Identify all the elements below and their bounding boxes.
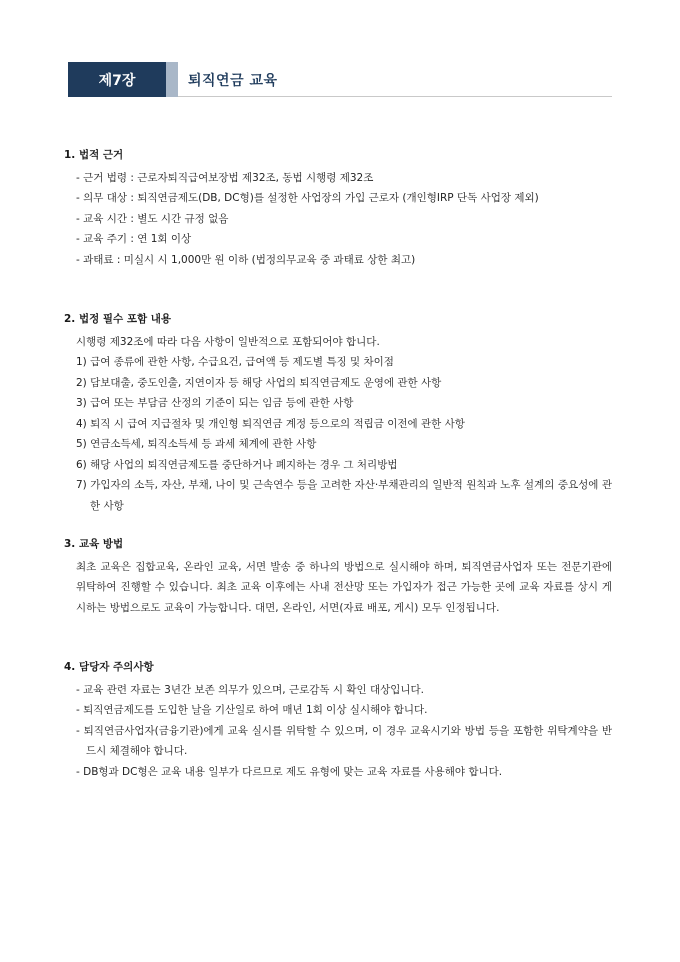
list-item: 4) 퇴직 시 급여 지급절차 및 개인형 퇴직연금 계정 등으로의 적립금 이전에 관한 사항 (76, 417, 465, 430)
chapter-accent-strip (166, 62, 178, 97)
section-title: 3. 교육 방법 (64, 538, 124, 550)
section-title: 2. 법정 필수 포함 내용 (64, 313, 172, 325)
section-title: 1. 법적 근거 (64, 149, 124, 161)
section-legal-basis (64, 145, 612, 270)
section-paragraph: 최초 교육은 집합교육, 온라인 교육, 서면 발송 중 하나의 방법으로 실시해야 하며, 퇴직연금사업자 또는 전문기관에 위탁하여 진행할 수 있습니다. 최초 교육 이후에는 사내 전산망 또는 가입자가 접근 가능한 곳에 교육 자료를 상시 게시하는 방법으로도 교육이 가능합니다. 대면, 온라인, 서면(자료 배포, 게시) 모두 인정됩니다. (76, 560, 612, 614)
section-education-method (64, 534, 612, 618)
chapter-number-badge: 제7장 (68, 62, 166, 97)
list-item: - 의무 대상 : 퇴직연금제도(DB, DC형)를 설정한 사업장의 가입 근로자 (개인형IRP 단독 사업장 제외) (76, 192, 539, 204)
list-item: - 근거 법령 : 근로자퇴직급여보장법 제32조, 동법 시행령 제32조 (76, 171, 374, 184)
list-item: 2) 담보대출, 중도인출, 지연이자 등 해당 사업의 퇴직연금제도 운영에 관한 사항 (76, 376, 442, 389)
list-item: - 과태료 : 미실시 시 1,000만 원 이하 (법정의무교육 중 과태료 상한 최고) (76, 253, 416, 266)
list-item: - 교육 관련 자료는 3년간 보존 의무가 있으며, 근로감독 시 확인 대상입니다. (76, 683, 425, 696)
list-item: - 교육 주기 : 연 1회 이상 (76, 233, 192, 245)
chapter-title: 퇴직연금 교육 (188, 72, 278, 89)
list-item: 5) 연금소득세, 퇴직소득세 등 과세 체계에 관한 사항 (76, 438, 317, 450)
chapter-header (68, 62, 612, 97)
list-item: 6) 해당 사업의 퇴직연금제도를 중단하거나 폐지하는 경우 그 처리방법 (76, 458, 398, 471)
list-item: 7) 가입자의 소득, 자산, 부채, 나이 및 근속연수 등을 고려한 자산‧부채관리의 일반적 원칙과 노후 설계의 중요성에 관한 사항 (76, 479, 612, 512)
list-item: - 퇴직연금제도를 도입한 날을 기산일로 하여 매년 1회 이상 실시해야 합니다. (76, 704, 428, 716)
header-divider (178, 96, 612, 97)
list-item: 3) 급여 또는 부담금 산정의 기준이 되는 임금 등에 관한 사항 (76, 397, 354, 409)
section-title: 4. 담당자 주의사항 (64, 661, 154, 673)
list-item: - 교육 시간 : 별도 시간 규정 없음 (76, 212, 229, 225)
section-required-content (64, 309, 612, 516)
list-item: 1) 급여 종류에 관한 사항, 수급요건, 급여액 등 제도별 특징 및 차이점 (76, 356, 394, 368)
list-item: - 퇴직연금사업자(금융기관)에게 교육 실시를 위탁할 수 있으며, 이 경우 교육시기와 방법 등을 포함한 위탁계약을 반드시 체결해야 합니다. (76, 724, 612, 757)
list-item: - DB형과 DC형은 교육 내용 일부가 다르므로 제도 유형에 맞는 교육 자료를 사용해야 합니다. (76, 765, 503, 778)
section-manager-notes (64, 657, 612, 782)
section-intro: 시행령 제32조에 따라 다음 사항이 일반적으로 포함되어야 합니다. (76, 335, 380, 348)
